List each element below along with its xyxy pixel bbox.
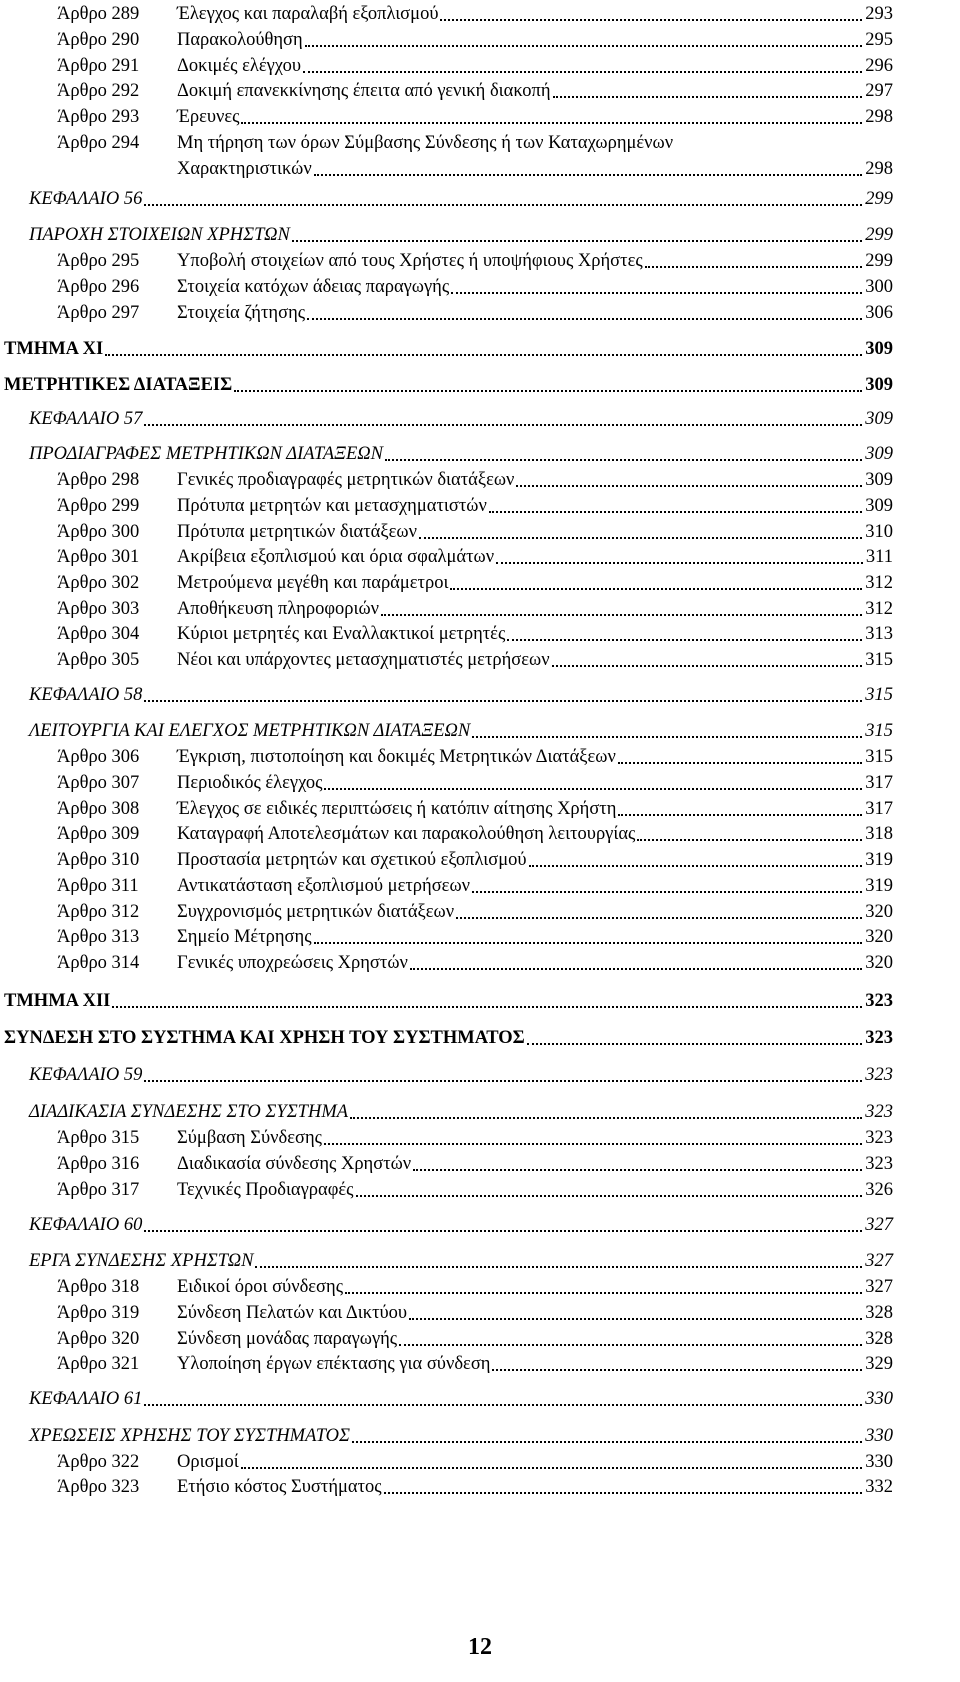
page-ref: 323 [865, 1102, 893, 1122]
article-number: Άρθρο 316 [57, 1154, 140, 1174]
toc-entry [0, 681, 960, 709]
toc-entry [0, 1061, 960, 1089]
page-ref: 309 [865, 444, 893, 464]
page-ref: 332 [865, 1477, 893, 1497]
article-number: Άρθρο 306 [57, 747, 140, 767]
dot-leader [144, 405, 862, 433]
page-ref: 309 [865, 339, 893, 359]
dot-leader [496, 543, 863, 571]
dot-leader [637, 820, 862, 848]
toc-entry [0, 923, 960, 951]
page-ref: 310 [865, 522, 893, 542]
page-ref: 319 [865, 850, 893, 870]
dot-leader [144, 185, 862, 213]
article-number: Άρθρο 322 [57, 1452, 140, 1472]
article-number: Άρθρο 301 [57, 547, 140, 567]
entry-title: Έλεγχος σε ειδικές περιπτώσεις ή κατόπιν αίτησης Χρήστη [177, 799, 617, 819]
toc-entry [0, 492, 960, 520]
page-ref: 327 [865, 1277, 893, 1297]
chapter-heading: ΠΑΡΟΧΗ ΣΤΟΙΧΕΙΩΝ ΧΡΗΣΤΩΝ [29, 225, 290, 245]
chapter-heading: ΔΙΑΔΙΚΑΣΙΑ ΣΥΝΔΕΣΗΣ ΣΤΟ ΣΥΣΤΗΜΑ [29, 1102, 349, 1122]
chapter-heading: ΚΕΦΑΛΑΙΟ 56 [29, 189, 143, 209]
entry-title: Σύμβαση Σύνδεσης [177, 1128, 322, 1148]
dot-leader [112, 987, 862, 1015]
toc-entry [0, 1124, 960, 1152]
page-ref: 300 [865, 277, 893, 297]
toc-entry [0, 221, 960, 249]
toc-entry [0, 949, 960, 977]
dot-leader [385, 440, 862, 468]
toc-entry [0, 795, 960, 823]
page-ref: 330 [865, 1426, 893, 1446]
page-ref: 312 [865, 573, 893, 593]
toc-entry [0, 103, 960, 131]
toc-entry [0, 129, 960, 157]
page-ref: 319 [865, 876, 893, 896]
page-ref: 317 [865, 799, 893, 819]
dot-leader [352, 1422, 862, 1450]
dot-leader [384, 1473, 862, 1501]
entry-title: Έλεγχος και παραλαβή εξοπλισμού [177, 4, 439, 24]
toc-entry [0, 1273, 960, 1301]
dot-leader [307, 299, 862, 327]
article-number: Άρθρο 307 [57, 773, 140, 793]
dot-leader [529, 846, 862, 874]
toc-entry [0, 898, 960, 926]
article-number: Άρθρο 318 [57, 1277, 140, 1297]
page-ref: 295 [865, 30, 893, 50]
chapter-heading: ΠΡΟΔΙΑΓΡΑΦΕΣ ΜΕΤΡΗΤΙΚΩΝ ΔΙΑΤΑΞΕΩΝ [29, 444, 383, 464]
dot-leader [552, 646, 862, 674]
entry-title: Έρευνες [177, 107, 240, 127]
page-ref: 320 [865, 902, 893, 922]
entry-title: Νέοι και υπάρχοντες μετασχηματιστές μετρήσεων [177, 650, 550, 670]
page-ref: 298 [865, 107, 893, 127]
dot-leader [241, 103, 862, 131]
dot-leader [324, 769, 862, 797]
toc-entry [0, 405, 960, 433]
toc-entry [0, 247, 960, 275]
toc-entry [0, 440, 960, 468]
toc-entry [0, 1247, 960, 1275]
article-number: Άρθρο 305 [57, 650, 140, 670]
article-number: Άρθρο 300 [57, 522, 140, 542]
toc-entry [0, 846, 960, 874]
dot-leader [527, 1024, 862, 1052]
page-ref: 323 [865, 1154, 893, 1174]
dot-leader [507, 620, 862, 648]
page-ref: 323 [865, 1128, 893, 1148]
toc-entry [0, 371, 960, 399]
article-number: Άρθρο 309 [57, 824, 140, 844]
section-heading: ΤΜΗΜΑ ΧΙ [4, 339, 104, 359]
dot-leader [410, 949, 862, 977]
toc-entry [0, 1098, 960, 1126]
page-ref: 306 [865, 303, 893, 323]
section-heading: ΜΕΤΡΗΤΙΚΕΣ ΔΙΑΤΑΞΕΙΣ [4, 375, 233, 395]
dot-leader [144, 1061, 862, 1089]
article-number: Άρθρο 312 [57, 902, 140, 922]
dot-leader [381, 595, 862, 623]
entry-title: Γενικές προδιαγραφές μετρητικών διατάξεων [177, 470, 515, 490]
dot-leader [645, 247, 862, 275]
page-ref: 330 [865, 1389, 893, 1409]
section-heading: ΤΜΗΜΑ ΧΙΙ [4, 991, 111, 1011]
page-number: 12 [468, 1634, 492, 1660]
toc-entry [0, 1176, 960, 1204]
entry-title: Σύνδεση μονάδας παραγωγής [177, 1329, 398, 1349]
entry-title: Ορισμοί [177, 1452, 239, 1472]
page-ref: 329 [865, 1354, 893, 1374]
chapter-heading: ΕΡΓΑ ΣΥΝΔΕΣΗΣ ΧΡΗΣΤΩΝ [29, 1251, 254, 1271]
chapter-heading: ΛΕΙΤΟΥΡΓΙΑ ΚΑΙ ΕΛΕΓΧΟΣ ΜΕΤΡΗΤΙΚΩΝ ΔΙΑΤΑΞΕΩΝ [29, 721, 471, 741]
article-number: Άρθρο 290 [57, 30, 140, 50]
article-number: Άρθρο 317 [57, 1180, 140, 1200]
page-ref: 317 [865, 773, 893, 793]
entry-title: Μη τήρηση των όρων Σύμβασης Σύνδεσης ή των Καταχωρημένων [177, 133, 674, 153]
toc-entry [0, 717, 960, 745]
dot-leader [105, 335, 862, 363]
toc-entry [0, 299, 960, 327]
dot-leader [489, 492, 862, 520]
entry-title: Τεχνικές Προδιαγραφές [177, 1180, 354, 1200]
toc-entry [0, 1448, 960, 1476]
article-number: Άρθρο 293 [57, 107, 140, 127]
toc-entry [0, 987, 960, 1015]
article-number: Άρθρο 294 [57, 133, 140, 153]
entry-title: Προστασία μετρητών και σχετικού εξοπλισμού [177, 850, 527, 870]
toc-entry [0, 569, 960, 597]
dot-leader [292, 221, 862, 249]
page-ref: 320 [865, 953, 893, 973]
page-ref: 312 [865, 599, 893, 619]
chapter-heading: ΚΕΦΑΛΑΙΟ 60 [29, 1215, 143, 1235]
toc-entry [0, 185, 960, 213]
entry-title: Σημείο Μέτρησης [177, 927, 312, 947]
dot-leader [553, 77, 862, 105]
entry-title: Μετρούμενα μεγέθη και παράμετροι [177, 573, 449, 593]
entry-title: Συγχρονισμός μετρητικών διατάξεων [177, 902, 455, 922]
dot-leader [399, 1325, 862, 1353]
toc-entry [0, 26, 960, 54]
article-number: Άρθρο 311 [57, 876, 139, 896]
page-ref: 328 [865, 1329, 893, 1349]
page-ref: 299 [865, 225, 893, 245]
page-ref: 296 [865, 56, 893, 76]
dot-leader [314, 155, 862, 183]
chapter-heading: ΧΡΕΩΣΕΙΣ ΧΡΗΣΗΣ ΤΟΥ ΣΥΣΤΗΜΑΤΟΣ [29, 1426, 351, 1446]
entry-title: Αποθήκευση πληροφοριών [177, 599, 379, 619]
toc-entry [0, 1422, 960, 1450]
page-ref: 315 [865, 747, 893, 767]
toc-entry [0, 155, 960, 183]
toc-entry [0, 620, 960, 648]
entry-title: Διαδικασία σύνδεσης Χρηστών [177, 1154, 412, 1174]
chapter-heading: ΚΕΦΑΛΑΙΟ 59 [29, 1065, 143, 1085]
article-number: Άρθρο 299 [57, 496, 140, 516]
entry-title: Πρότυπα μετρητών και μετασχηματιστών [177, 496, 487, 516]
toc-entry [0, 1299, 960, 1327]
page-ref: 327 [865, 1215, 893, 1235]
dot-leader [413, 1150, 862, 1178]
toc-entry [0, 743, 960, 771]
dot-leader [234, 371, 862, 399]
dot-leader [345, 1273, 862, 1301]
toc-entry [0, 872, 960, 900]
entry-title: Αντικατάσταση εξοπλισμού μετρήσεων [177, 876, 470, 896]
article-number: Άρθρο 323 [57, 1477, 140, 1497]
page-ref: 299 [865, 189, 893, 209]
article-number: Άρθρο 310 [57, 850, 140, 870]
page-ref: 323 [865, 991, 893, 1011]
page-ref: 318 [865, 824, 893, 844]
toc-entry [0, 1211, 960, 1239]
entry-title: Περιοδικός έλεγχος [177, 773, 323, 793]
entry-title: Δοκιμές ελέγχου [177, 56, 301, 76]
entry-title: Στοιχεία κατόχων άδειας παραγωγής [177, 277, 450, 297]
page-ref: 299 [865, 251, 893, 271]
toc-entry [0, 595, 960, 623]
page-ref: 293 [865, 4, 893, 24]
dot-leader [144, 681, 862, 709]
toc-entry [0, 0, 960, 28]
dot-leader [350, 1098, 862, 1126]
entry-title: Κύριοι μετρητές και Εναλλακτικοί μετρητές [177, 624, 506, 644]
toc-entry [0, 1385, 960, 1413]
page-ref: 315 [865, 650, 893, 670]
dot-leader [618, 743, 862, 771]
article-number: Άρθρο 291 [57, 56, 140, 76]
article-number: Άρθρο 297 [57, 303, 140, 323]
chapter-heading: ΚΕΦΑΛΑΙΟ 57 [29, 409, 143, 429]
toc-entry [0, 1150, 960, 1178]
article-number: Άρθρο 296 [57, 277, 140, 297]
toc-entry [0, 466, 960, 494]
dot-leader [492, 1350, 862, 1378]
dot-leader [472, 717, 862, 745]
dot-leader [419, 518, 862, 546]
article-number: Άρθρο 289 [57, 4, 140, 24]
toc-entry [0, 1024, 960, 1052]
page-ref: 330 [865, 1452, 893, 1472]
entry-title: Πρότυπα μετρητικών διατάξεων [177, 522, 417, 542]
chapter-heading: ΚΕΦΑΛΑΙΟ 61 [29, 1389, 143, 1409]
entry-title: Παρακολούθηση [177, 30, 303, 50]
page-ref: 315 [865, 685, 893, 705]
entry-title: Ακρίβεια εξοπλισμού και όρια σφαλμάτων [177, 547, 495, 567]
page-ref: 297 [865, 81, 893, 101]
dot-leader [314, 923, 862, 951]
article-number: Άρθρο 304 [57, 624, 140, 644]
entry-title: Ετήσιο κόστος Συστήματος [177, 1477, 382, 1497]
page-ref: 326 [865, 1180, 893, 1200]
article-number: Άρθρο 308 [57, 799, 140, 819]
toc-entry [0, 335, 960, 363]
page-ref: 309 [865, 375, 893, 395]
dot-leader [618, 795, 862, 823]
dot-leader [305, 26, 862, 54]
dot-leader [440, 0, 862, 28]
dot-leader [356, 1176, 862, 1204]
page-ref: 311 [865, 547, 893, 567]
article-number: Άρθρο 295 [57, 251, 140, 271]
entry-title: Σύνδεση Πελατών και Δικτύου [177, 1303, 408, 1323]
toc-entry [0, 1325, 960, 1353]
entry-title: Δοκιμή επανεκκίνησης έπειτα από γενική διακοπή [177, 81, 551, 101]
dot-leader [451, 273, 862, 301]
section-heading: ΣΥΝΔΕΣΗ ΣΤΟ ΣΥΣΤΗΜΑ ΚΑΙ ΧΡΗΣΗ ΤΟΥ ΣΥΣΤΗΜΑΤΟΣ [4, 1028, 525, 1048]
toc-entry [0, 1473, 960, 1501]
article-number: Άρθρο 320 [57, 1329, 140, 1349]
article-number: Άρθρο 292 [57, 81, 140, 101]
entry-title: Υποβολή στοιχείων από τους Χρήστες ή υποψήφιους Χρήστες [177, 251, 643, 271]
chapter-heading: ΚΕΦΑΛΑΙΟ 58 [29, 685, 143, 705]
toc-entry [0, 1350, 960, 1378]
article-number: Άρθρο 302 [57, 573, 140, 593]
article-number: Άρθρο 321 [57, 1354, 140, 1374]
entry-title: Καταγραφή Αποτελεσμάτων και παρακολούθηση λειτουργίας [177, 824, 636, 844]
entry-title: Έγκριση, πιστοποίηση και δοκιμές Μετρητικών Διατάξεων [177, 747, 616, 767]
dot-leader [255, 1247, 862, 1275]
page-ref: 309 [865, 409, 893, 429]
dot-leader [516, 466, 862, 494]
article-number: Άρθρο 315 [57, 1128, 140, 1148]
toc-entry [0, 769, 960, 797]
toc-entry [0, 273, 960, 301]
toc-entry [0, 646, 960, 674]
article-number: Άρθρο 303 [57, 599, 140, 619]
page-ref: 298 [865, 159, 893, 179]
page-ref: 309 [865, 496, 893, 516]
toc-entry [0, 543, 960, 571]
page-ref: 327 [865, 1251, 893, 1271]
toc-entry [0, 518, 960, 546]
article-number: Άρθρο 313 [57, 927, 140, 947]
dot-leader [456, 898, 862, 926]
dot-leader [241, 1448, 862, 1476]
page-ref: 323 [865, 1028, 893, 1048]
entry-title: Στοιχεία ζήτησης [177, 303, 306, 323]
page-ref: 313 [865, 624, 893, 644]
page-ref: 309 [865, 470, 893, 490]
article-number: Άρθρο 319 [57, 1303, 140, 1323]
page-ref: 315 [865, 721, 893, 741]
article-number: Άρθρο 314 [57, 953, 140, 973]
toc-entry [0, 77, 960, 105]
dot-leader [144, 1211, 862, 1239]
entry-title: Χαρακτηριστικών [177, 159, 312, 179]
entry-title: Ειδικοί όροι σύνδεσης [177, 1277, 344, 1297]
dot-leader [303, 52, 862, 80]
entry-title: Υλοποίηση έργων επέκτασης για σύνδεση [177, 1354, 491, 1374]
dot-leader [324, 1124, 862, 1152]
page-ref: 328 [865, 1303, 893, 1323]
dot-leader [144, 1385, 862, 1413]
article-number: Άρθρο 298 [57, 470, 140, 490]
toc-entry [0, 52, 960, 80]
dot-leader [409, 1299, 862, 1327]
page-ref: 323 [865, 1065, 893, 1085]
dot-leader [472, 872, 862, 900]
toc-entry [0, 820, 960, 848]
page-ref: 320 [865, 927, 893, 947]
dot-leader [450, 569, 862, 597]
entry-title: Γενικές υποχρεώσεις Χρηστών [177, 953, 408, 973]
